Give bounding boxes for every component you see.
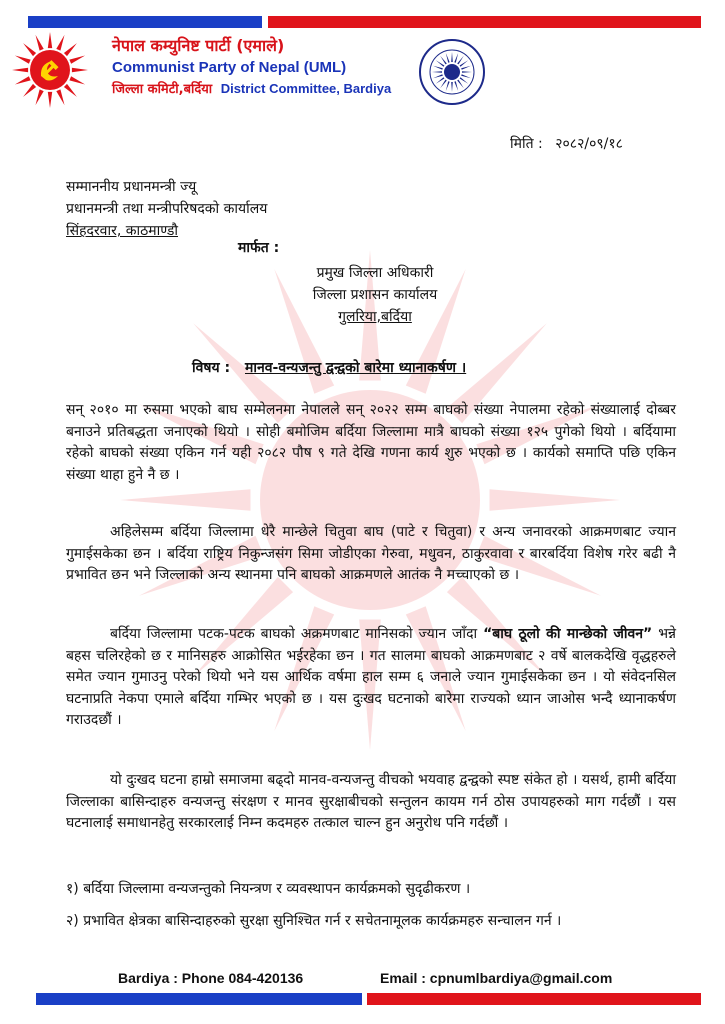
date-label: मिति :	[510, 136, 543, 152]
footer-email[interactable]: Email : cpnumlbardiya@gmail.com	[380, 970, 613, 986]
header-blue-bar	[28, 16, 262, 28]
date-value: २०८२/०९/१८	[555, 136, 623, 152]
district-english: District Committee, Bardiya	[220, 81, 392, 96]
letter-date	[510, 134, 631, 153]
via-address	[290, 262, 460, 328]
subject-label: विषय :	[192, 360, 231, 376]
paragraph-4: यो दुःखद घटना हाम्रो समाजमा बढ्दो मानव-वन्यजन्तु वीचको भयवाह द्वन्द्वको स्पष्ट संकेत हो । यसर्थ, हामी बर्दिया जिल्लाका बासिन्दाहरु वन्यजन्तु संरक्षण र मानव सुरक्षाबीचको सन्तुलन कायम गर्न ठोस उपायहरुको माग गर्दछौं । यस घटनालाई समाधानहेतु सरकारलाई निम्न कदमहरु तत्काल चाल्न हुन अनुरोध पनि गर्दछौं ।	[66, 772, 676, 831]
party-name-nepali: नेपाल कम्युनिष्ट पार्टी (एमाले)	[112, 36, 285, 55]
party-name-english: Communist Party of Nepal (UML)	[112, 59, 347, 76]
subject-text: मानव-वन्यजन्तु द्वन्द्वको बारेमा ध्यानाकर्षण ।	[244, 360, 467, 376]
recipient-line-1: सम्माननीय प्रधानमन्त्री ज्यू	[66, 179, 197, 195]
paragraph-3-quote: “बाघ ठूलो की मान्छेको जीवन”	[483, 626, 653, 642]
via-label: मार्फत :	[238, 240, 280, 256]
footer-blue-bar	[36, 993, 362, 1005]
letterhead	[112, 36, 391, 99]
paragraph-1: सन् २०१० मा रुसमा भएको बाघ सम्मेलनमा नेपालले सन् २०२२ सम्म बाघको संख्या नेपालमा रहेको संख्यालाई दोब्बर बनाउने प्रतिबद्धता जनाएको थियो । सोही बमोजिम बर्दिया जिल्लामा मात्रै बाघको संख्या १२५ पुगेको थियो । बर्दियामा रहेको बाघको संख्या एकिन गर्न यही २०८२ पौष ९ गते देखि गणना कार्य शुरु भएको छ । कार्यको समाप्ति पछि एकिन संख्या थाहा हुने नै छ ।	[66, 402, 676, 483]
header-red-bar	[268, 16, 701, 28]
recipient-line-3: सिंहदरवार, काठमाण्डौ	[66, 223, 178, 239]
district-nepali: जिल्ला कमिटी,बर्दिया	[112, 82, 213, 97]
paragraph-3	[66, 624, 676, 732]
subject-line	[192, 358, 466, 377]
via-line-1: प्रमुख जिल्ला अधिकारी	[316, 265, 434, 281]
paragraph-2: अहिलेसम्म बर्दिया जिल्लामा धेरै मान्छेले चितुवा बाघ (पाटे र चितुवा) र अन्य जनावरको आक्रमणबाट ज्यान गुमाईसकेका छन । बर्दिया राष्ट्रिय निकुन्जसंग सिमा जोडीएका गेरुवा, मधुवन, ठाकुरवावा र बारबर्दिया विशेष गरेर बढी नै प्रभावित छन भने जिल्लाको अन्य स्थानमा पनि बाघको आक्रमणले आतंक नै मच्चाएको छ ।	[66, 524, 676, 583]
footer-red-bar	[367, 993, 701, 1005]
committee-seal-icon	[418, 38, 486, 106]
demand-item-1: १) बर्दिया जिल्लामा वन्यजन्तुको नियन्त्रण र व्यवस्थापन कार्यक्रमको सुदृढीकरण ।	[66, 881, 471, 897]
demand-item-2: २) प्रभावित क्षेत्रका बासिन्दाहरुको सुरक्षा सुनिश्चित गर्न र सचेतनामूलक कार्यक्रमहरु सन्चालन गर्न ।	[66, 913, 562, 929]
footer-phone: Bardiya : Phone 084-420136	[118, 970, 304, 986]
district-line	[112, 80, 391, 99]
party-logo-icon	[10, 30, 90, 110]
via-line-2: जिल्ला प्रशासन कार्यालय	[312, 287, 438, 303]
recipient-line-2: प्रधानमन्त्री तथा मन्त्रीपरिषदको कार्यालय	[66, 201, 268, 217]
paragraph-3-end: भन्ने बहस चलिरहेको छ र मानिसहरु आक्रोसित भईरहेका छन । गत सालमा बाघको आक्रमणबाट २ वर्षे बालकदेखि वृद्धहरुले समेत ज्यान गुमाउनु परेको थियो भने यस आर्थिक वर्षमा हाल सम्म ६ जनाले ज्यान गुमाईसकेका छन । यो संवेदनसिल घटनाप्रति नेकपा एमाले बर्दिया गम्भिर भएको छ । यस दुःखद घटनाको बारेमा राज्यको ध्यान जाओस भन्दै ध्यानाकर्षण गराउदछौं ।	[66, 626, 677, 728]
via-line-3: गुलरिया,बर्दिया	[338, 309, 412, 325]
paragraph-3-start: बर्दिया जिल्लामा पटक-पटक बाघको अक्रमणबाट मानिसको ज्यान जाँदा	[110, 626, 478, 642]
